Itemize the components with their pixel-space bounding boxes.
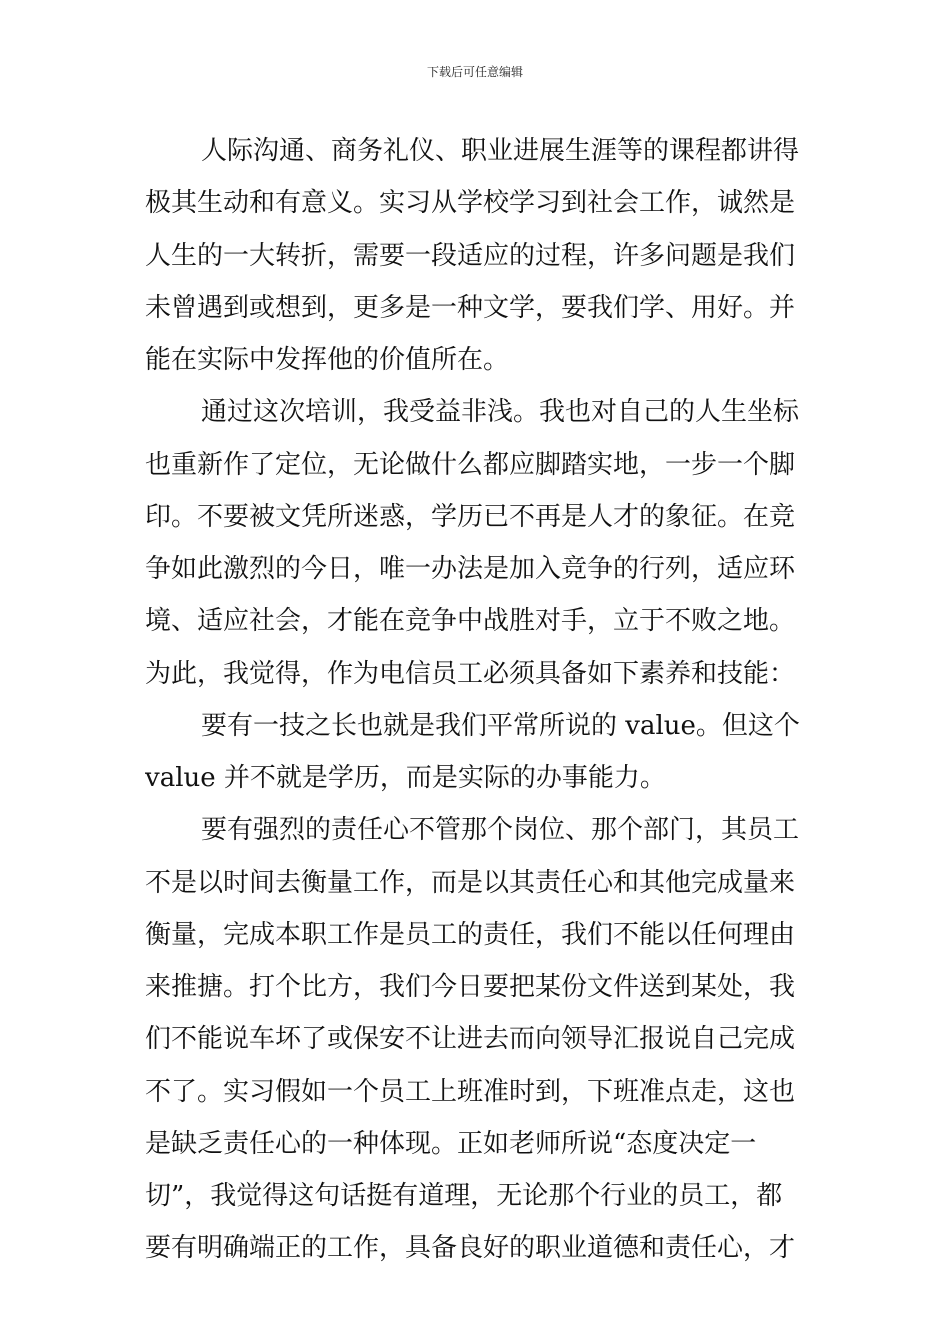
text-line: 争如此激烈的今日，唯一办法是加入竞争的行列，适应环	[145, 554, 796, 584]
text-line: 要有一技之长也就是我们平常所说的 value。但这个	[201, 710, 800, 741]
text-line: 也重新作了定位，无论做什么都应脚踏实地，一步一个脚	[145, 449, 796, 480]
text-line: 不了。实习假如一个员工上班准时到，下班准点走，这也	[145, 1076, 796, 1107]
text-line: 极其生动和有意义。实习从学校学习到社会工作，诚然是	[145, 188, 796, 219]
text-line: 们不能说车坏了或保安不让进去而向领导汇报说自己完成	[145, 1024, 796, 1055]
text-line: 能在实际中发挥他的价值所在。	[145, 345, 510, 375]
text-line: 境、适应社会，才能在竞争中战胜对手，立于不败之地。	[145, 606, 796, 637]
text-line: 通过这次培训，我受益非浅。我也对自己的人生坐标	[201, 397, 800, 428]
text-line: 是缺乏责任心的一种体现。正如老师所说“态度决定一	[145, 1128, 757, 1159]
text-line: 未曾遇到或想到，更多是一种文学，要我们学、用好。并	[145, 292, 796, 323]
text-line: 不是以时间去衡量工作，而是以其责任心和其他完成量来	[145, 867, 796, 898]
text-line: value 并不就是学历，而是实际的办事能力。	[145, 763, 666, 793]
document-body	[145, 125, 809, 1275]
text-line: 人际沟通、商务礼仪、职业进展生涯等的课程都讲得	[201, 136, 800, 166]
text-line: 人生的一大转折，需要一段适应的过程，许多问题是我们	[145, 240, 796, 271]
text-line: 要有强烈的责任心不管那个岗位、那个部门，其员工	[201, 815, 800, 846]
text-line: 衡量，完成本职工作是员工的责任，我们不能以任何理由	[145, 919, 796, 950]
text-line: 切”，我觉得这句话挺有道理，无论那个行业的员工，都	[145, 1181, 783, 1211]
text-line: 印。不要被文凭所迷惑，学历已不再是人才的象征。在竞	[145, 501, 796, 532]
text-line: 要有明确端正的工作，具备良好的职业道德和责任心，才	[145, 1233, 796, 1264]
text-line: 来推搪。打个比方，我们今日要把某份文件送到某处，我	[145, 972, 796, 1002]
page-header: 下载后可任意编辑	[426, 65, 523, 79]
text-line: 为此，我觉得，作为电信员工必须具备如下素养和技能：	[145, 658, 796, 689]
